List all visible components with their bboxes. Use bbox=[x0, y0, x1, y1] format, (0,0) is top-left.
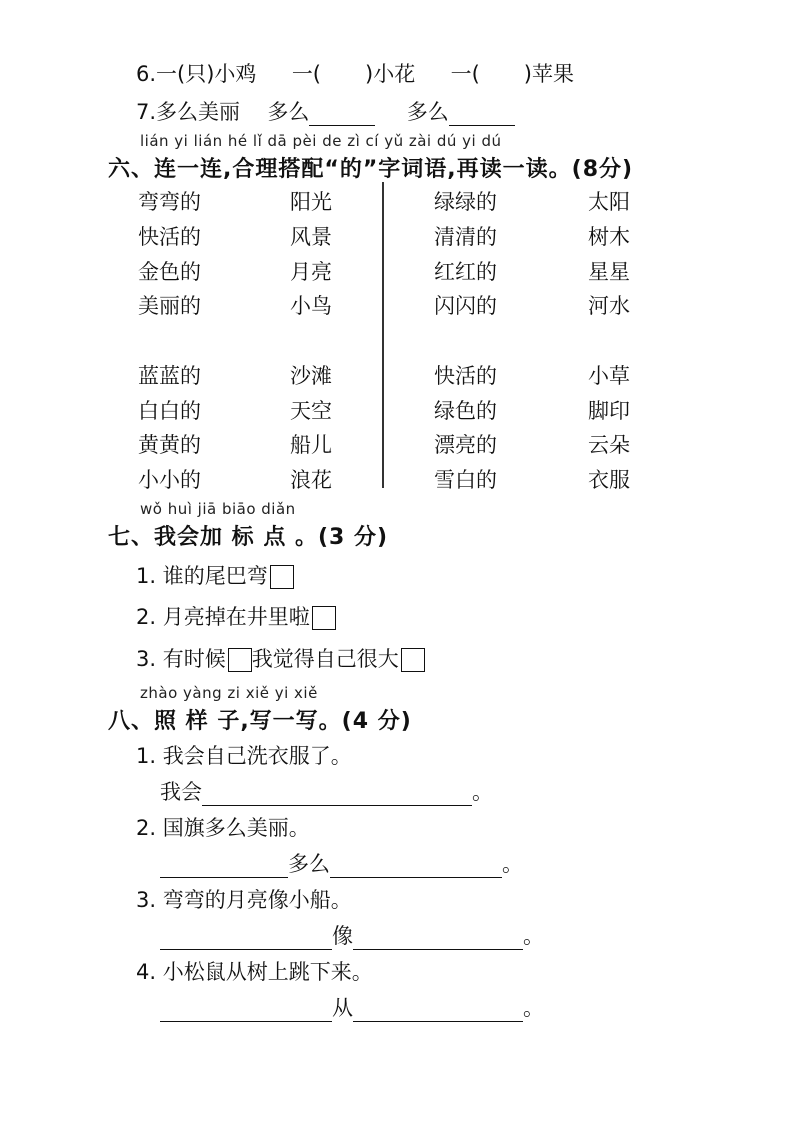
punctuation-box[interactable] bbox=[270, 565, 294, 589]
word-far[interactable]: 太阳 bbox=[588, 190, 630, 214]
sec7-item-3-text-a: 3. 有时候 bbox=[136, 647, 226, 671]
word-left[interactable]: 金色的 bbox=[138, 260, 201, 284]
sec8-answer-3-mid: 像 bbox=[332, 924, 353, 948]
q6-number: 6. bbox=[136, 62, 157, 86]
punctuation-box[interactable] bbox=[228, 648, 252, 672]
question-7 bbox=[136, 96, 515, 126]
word-right[interactable]: 清清的 bbox=[434, 225, 497, 249]
q6-b-open: 一( bbox=[291, 62, 322, 86]
sec8-example-2: 2. 国旗多么美丽。 bbox=[136, 816, 310, 840]
word-right[interactable]: 漂亮的 bbox=[434, 433, 497, 457]
sec8-answer-2-end: 。 bbox=[502, 852, 523, 876]
sec8-answer-4 bbox=[160, 992, 544, 1022]
answer-blank[interactable] bbox=[353, 1001, 523, 1022]
word-left[interactable]: 蓝蓝的 bbox=[138, 364, 201, 388]
q6-c-close: )苹果 bbox=[523, 62, 574, 86]
sec7-item-3 bbox=[136, 643, 425, 673]
word-far[interactable]: 脚印 bbox=[588, 399, 630, 423]
word-far[interactable]: 树木 bbox=[588, 225, 630, 249]
sec7-item-3-text-b: 我觉得自己很大 bbox=[251, 647, 399, 671]
sec8-answer-2-mid: 多么 bbox=[288, 852, 330, 876]
punctuation-box[interactable] bbox=[312, 606, 336, 630]
sec8-example-1: 1. 我会自己洗衣服了。 bbox=[136, 744, 352, 768]
word-mid[interactable]: 天空 bbox=[290, 399, 332, 423]
sec8-answer-1-end: 。 bbox=[472, 780, 493, 804]
sec6-title: 六、连一连,合理搭配“的”字词语,再读一读。(8分) bbox=[108, 157, 634, 182]
answer-blank[interactable] bbox=[202, 785, 472, 806]
q7-b-label: 多么 bbox=[267, 100, 310, 124]
word-left[interactable]: 小小的 bbox=[138, 468, 201, 492]
word-far[interactable]: 云朵 bbox=[588, 433, 630, 457]
q6-example: 一(只)小鸡 bbox=[156, 62, 257, 86]
word-mid[interactable]: 小鸟 bbox=[290, 294, 332, 318]
sec8-answer-1 bbox=[160, 776, 493, 806]
question-6 bbox=[136, 58, 574, 88]
word-left[interactable]: 美丽的 bbox=[138, 294, 201, 318]
answer-blank[interactable] bbox=[160, 857, 288, 878]
word-mid[interactable]: 浪花 bbox=[290, 468, 332, 492]
sec8-answer-2 bbox=[160, 848, 523, 878]
sec8-example-4: 4. 小松鼠从树上跳下来。 bbox=[136, 960, 373, 984]
word-mid[interactable]: 船儿 bbox=[290, 433, 332, 457]
sec8-answer-1-pre: 我会 bbox=[160, 780, 202, 804]
word-right[interactable]: 雪白的 bbox=[434, 468, 497, 492]
sec8-pinyin: zhào yàng zi xiě yi xiě bbox=[140, 684, 318, 702]
word-far[interactable]: 小草 bbox=[588, 364, 630, 388]
answer-blank[interactable] bbox=[160, 1001, 332, 1022]
answer-blank[interactable] bbox=[353, 929, 523, 950]
word-right[interactable]: 快活的 bbox=[434, 364, 497, 388]
q7-b-blank[interactable] bbox=[309, 105, 375, 126]
sec7-pinyin: wǒ huì jiā biāo diǎn bbox=[140, 500, 296, 518]
sec7-item-2 bbox=[136, 601, 336, 631]
q6-c-open: 一( bbox=[450, 62, 480, 86]
sec8-title: 八、照 样 子,写一写。(4 分) bbox=[108, 709, 412, 734]
answer-blank[interactable] bbox=[330, 857, 502, 878]
word-far[interactable]: 衣服 bbox=[588, 468, 630, 492]
sec6-pinyin: lián yi lián hé lǐ dā pèi de zì cí yǔ zài dú yi dú bbox=[140, 132, 502, 150]
word-left[interactable]: 白白的 bbox=[138, 399, 201, 423]
sec8-answer-3 bbox=[160, 920, 544, 950]
sec6-divider bbox=[382, 182, 384, 488]
word-mid[interactable]: 月亮 bbox=[290, 260, 332, 284]
sec7-item-1-text: 1. 谁的尾巴弯 bbox=[136, 564, 268, 588]
q7-c-label: 多么 bbox=[406, 100, 449, 124]
word-right[interactable]: 红红的 bbox=[434, 260, 497, 284]
word-far[interactable]: 星星 bbox=[588, 260, 630, 284]
word-right[interactable]: 闪闪的 bbox=[434, 294, 497, 318]
sec8-example-3: 3. 弯弯的月亮像小船。 bbox=[136, 888, 352, 912]
sec8-answer-4-end: 。 bbox=[523, 996, 544, 1020]
sec7-item-2-text: 2. 月亮掉在井里啦 bbox=[136, 605, 310, 629]
sec8-answer-4-mid: 从 bbox=[332, 996, 353, 1020]
q7-example: 多么美丽 bbox=[156, 100, 241, 124]
word-left[interactable]: 黄黄的 bbox=[138, 433, 201, 457]
word-mid[interactable]: 阳光 bbox=[290, 190, 332, 214]
q6-b-close: )小花 bbox=[365, 62, 416, 86]
word-right[interactable]: 绿色的 bbox=[434, 399, 497, 423]
word-left[interactable]: 快活的 bbox=[138, 225, 201, 249]
word-far[interactable]: 河水 bbox=[588, 294, 630, 318]
q7-number: 7. bbox=[136, 100, 157, 124]
sec7-title: 七、我会加 标 点 。(3 分) bbox=[108, 525, 389, 550]
sec8-answer-3-end: 。 bbox=[523, 924, 544, 948]
word-left[interactable]: 弯弯的 bbox=[138, 190, 201, 214]
sec7-item-1 bbox=[136, 560, 294, 590]
word-right[interactable]: 绿绿的 bbox=[434, 190, 497, 214]
word-mid[interactable]: 风景 bbox=[290, 225, 332, 249]
answer-blank[interactable] bbox=[160, 929, 332, 950]
punctuation-box[interactable] bbox=[401, 648, 425, 672]
q7-c-blank[interactable] bbox=[449, 105, 515, 126]
word-mid[interactable]: 沙滩 bbox=[290, 364, 332, 388]
